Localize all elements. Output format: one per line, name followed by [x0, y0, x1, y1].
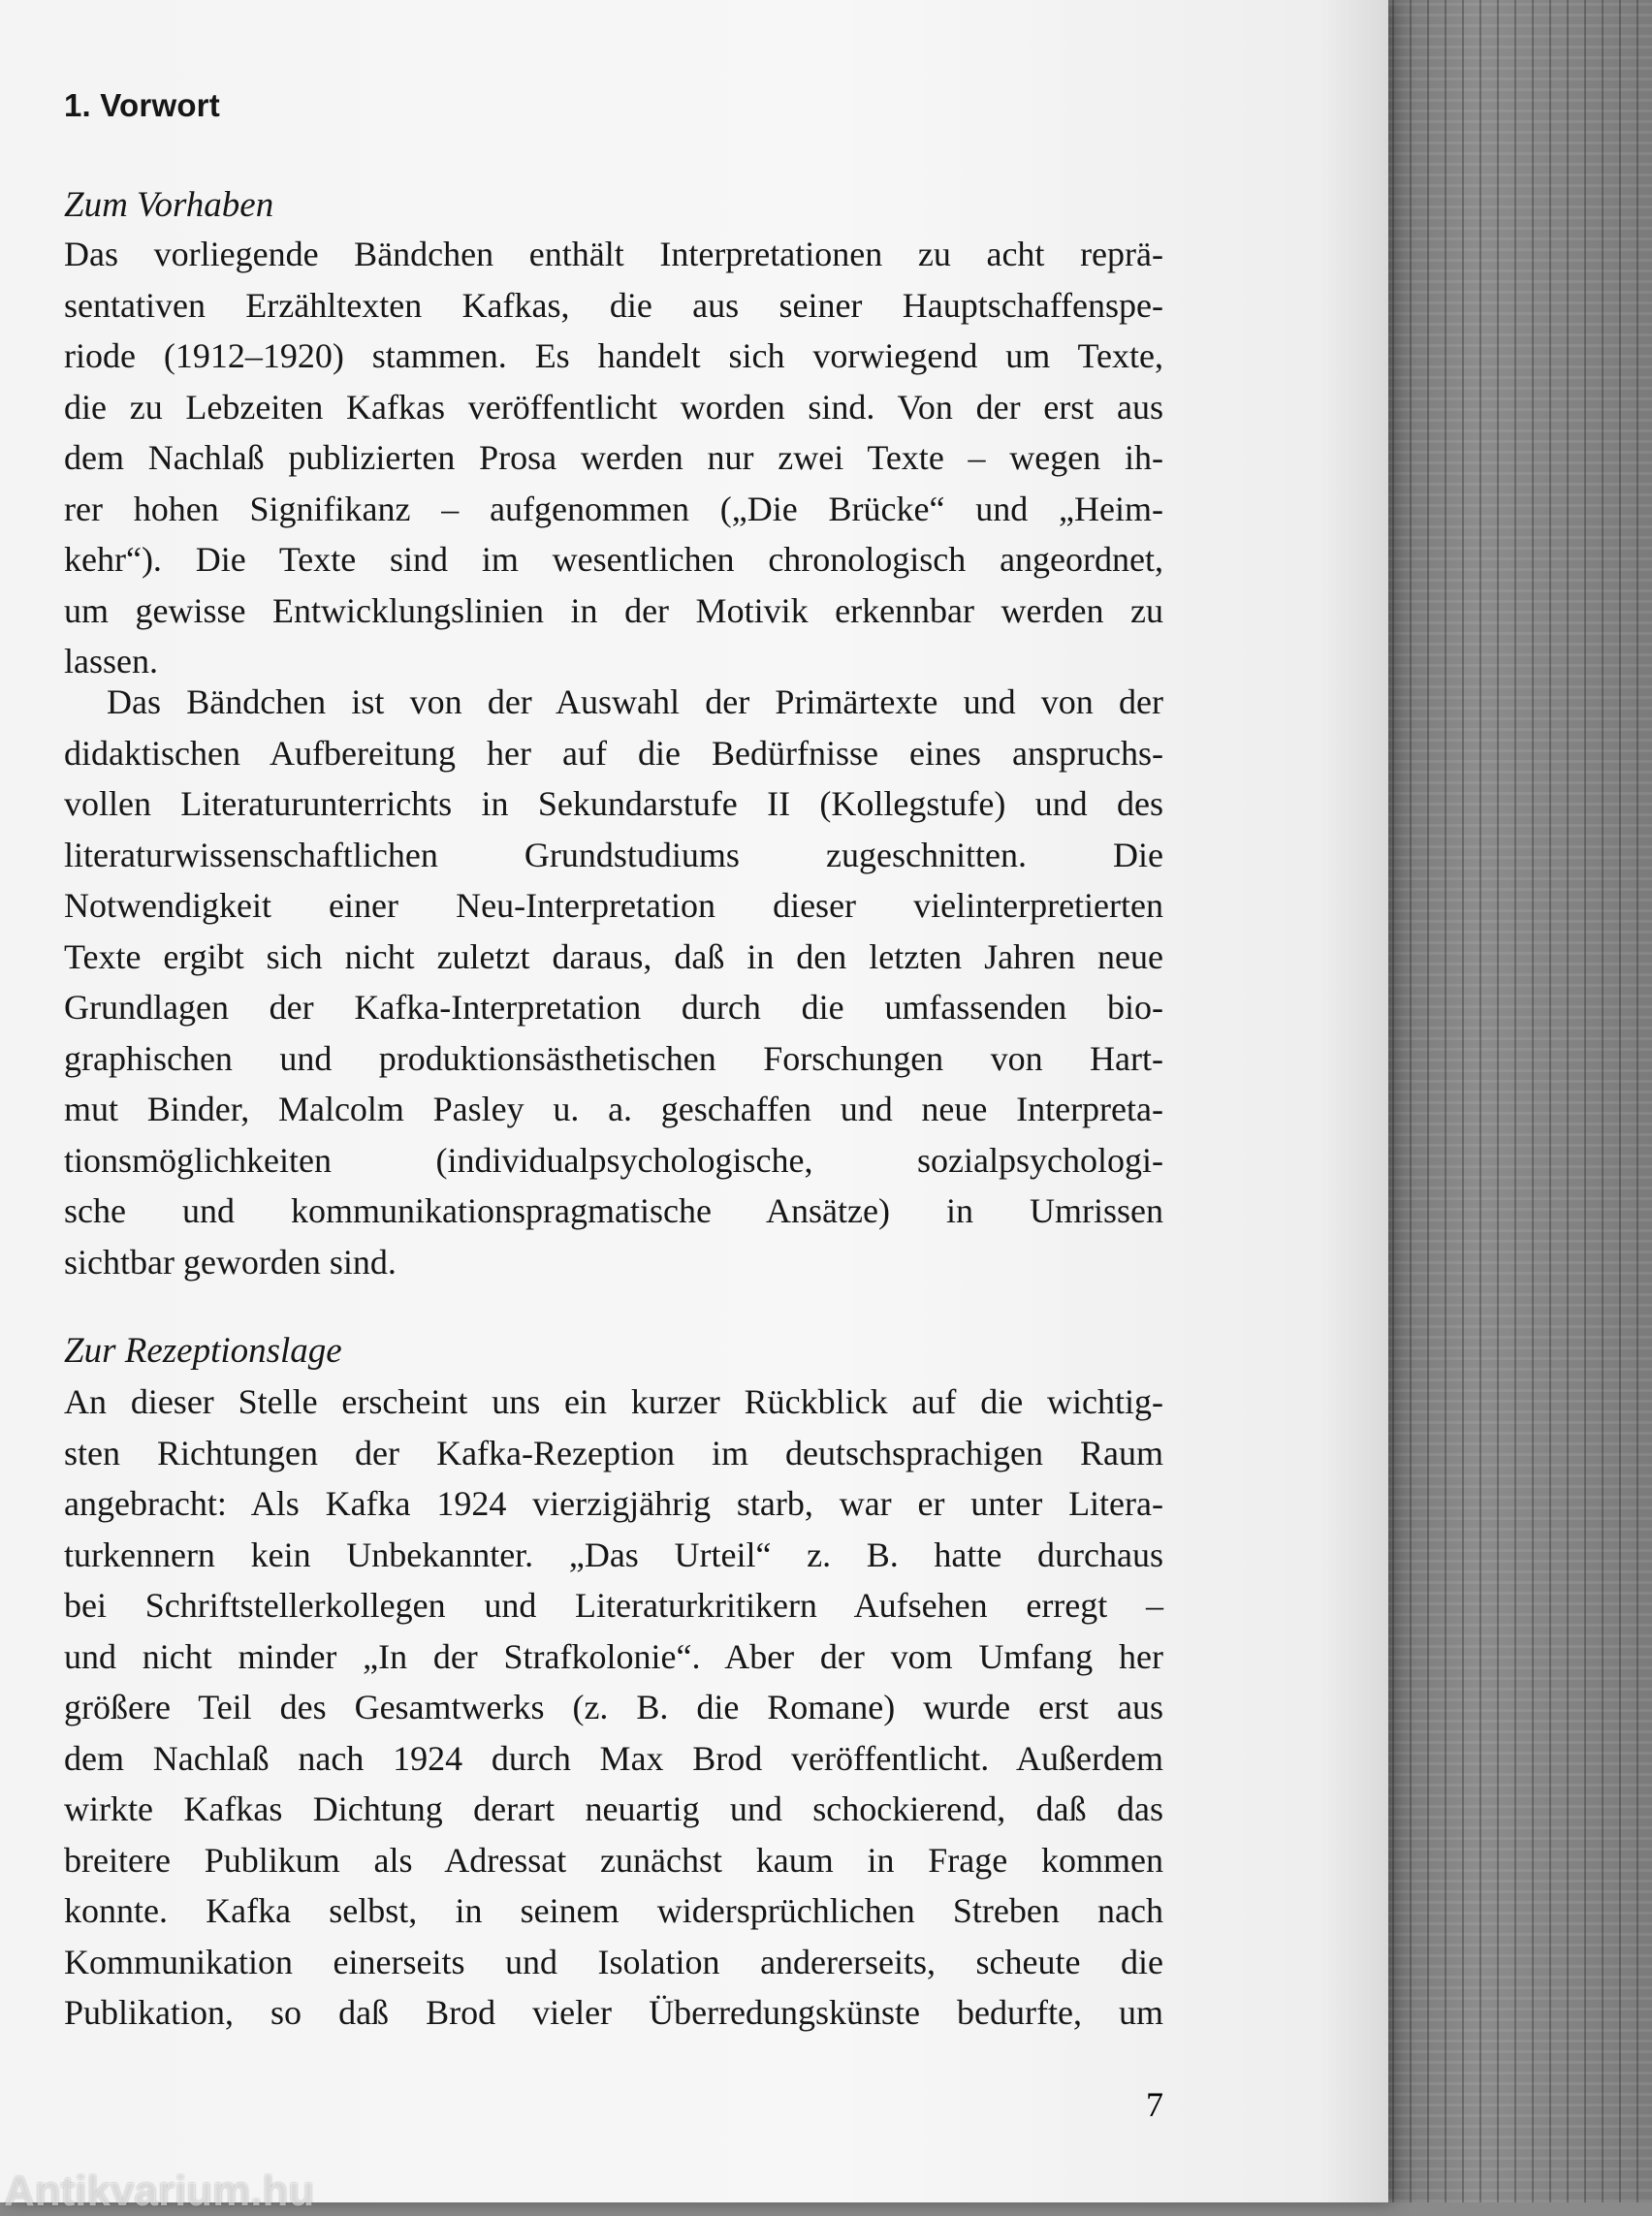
text-line: konnte. Kafka selbst, in seinem widersprüchlichen Streben nach	[64, 1891, 1163, 1930]
text-line: angebracht: Als Kafka 1924 vierzigjährig starb, war er unter Litera-	[64, 1484, 1163, 1523]
text-line: Das Bändchen ist von der Auswahl der Primärtexte und von der	[107, 682, 1163, 721]
text-line: Das vorliegende Bändchen enthält Interpretationen zu acht reprä-	[64, 235, 1163, 273]
text-line: vollen Literaturunterrichts in Sekundarstufe II (Kollegstufe) und des	[64, 784, 1163, 823]
text-line: Notwendigkeit einer Neu-Interpretation dieser vielinterpretierten	[64, 886, 1163, 925]
paragraph-vorhaben-2	[64, 677, 1163, 1287]
subheading-zur-rezeptionslage: Zur Rezeptionslage	[64, 1331, 342, 1371]
text-line: tionsmöglichkeiten (individualpsychologische, sozialpsychologi-	[64, 1140, 1163, 1180]
text-line: sentativen Erzähltexten Kafkas, die aus seiner Hauptschaffenspe-	[64, 285, 1163, 325]
text-line: literaturwissenschaftlichen Grundstudiums zugeschnitten. Die	[64, 835, 1163, 874]
text-line: wirkte Kafkas Dichtung derart neuartig und schockierend, daß das	[64, 1789, 1163, 1828]
text-line: und nicht minder „In der Strafkolonie“. Aber der vom Umfang her	[64, 1636, 1163, 1676]
text-line: riode (1912–1920) stammen. Es handelt sich vorwiegend um Texte,	[64, 336, 1163, 375]
text-line: sche und kommunikationspragmatische Ansätze) in Umrissen	[64, 1191, 1163, 1230]
text-line: sichtbar geworden sind.	[64, 1242, 397, 1282]
text-line: kehr“). Die Texte sind im wesentlichen chronologisch angeordnet,	[64, 540, 1163, 579]
text-line: Kommunikation einerseits und Isolation andererseits, scheute die	[64, 1942, 1163, 1981]
text-line: bei Schriftstellerkollegen und Literaturkritikern Aufsehen erregt –	[64, 1586, 1163, 1625]
text-line: graphischen und produktionsästhetischen Forschungen von Hart-	[64, 1038, 1163, 1078]
page-number: 7	[1146, 2085, 1163, 2124]
text-line: dem Nachlaß publizierten Prosa werden nur zwei Texte – wegen ih-	[64, 438, 1163, 477]
text-line: Publikation, so daß Brod vieler Überredungskünste bedurfte, um	[64, 1993, 1163, 2032]
adjacent-page-background	[1357, 0, 1652, 2202]
text-line: breitere Publikum als Adressat zunächst kaum in Frage kommen	[64, 1840, 1163, 1880]
text-line: mut Binder, Malcolm Pasley u. a. geschaffen und neue Interpreta-	[64, 1090, 1163, 1128]
watermark-text: Antikvarium.hu	[4, 2168, 315, 2215]
text-line: die zu Lebzeiten Kafkas veröffentlicht worden sind. Von der erst aus	[64, 387, 1163, 427]
paragraph-vorhaben-1	[64, 229, 1163, 687]
text-line: An dieser Stelle erscheint uns ein kurzer Rückblick auf die wichtig-	[64, 1382, 1163, 1421]
text-line: turkennern kein Unbekannter. „Das Urteil“ z. B. hatte durchaus	[64, 1535, 1163, 1574]
subheading-zum-vorhaben: Zum Vorhaben	[64, 185, 274, 225]
text-line: dem Nachlaß nach 1924 durch Max Brod veröffentlicht. Außerdem	[64, 1738, 1163, 1778]
text-line: Grundlagen der Kafka-Interpretation durch die umfassenden bio-	[64, 988, 1163, 1027]
text-line: größere Teil des Gesamtwerks (z. B. die Romane) wurde erst aus	[64, 1688, 1163, 1726]
paragraph-rezeption-1	[64, 1377, 1163, 2039]
text-line: rer hohen Signifikanz – aufgenommen („Die Brücke“ und „Heim-	[64, 489, 1163, 528]
text-line: lassen.	[64, 642, 158, 681]
text-line: um gewisse Entwicklungslinien in der Motivik erkennbar werden zu	[64, 590, 1163, 630]
text-line: didaktischen Aufbereitung her auf die Bedürfnisse eines anspruchs-	[64, 733, 1163, 773]
chapter-heading: 1. Vorwort	[64, 87, 220, 123]
text-line: sten Richtungen der Kafka-Rezeption im deutschsprachigen Raum	[64, 1433, 1163, 1472]
text-line: Texte ergibt sich nicht zuletzt daraus, daß in den letzten Jahren neue	[64, 936, 1163, 976]
